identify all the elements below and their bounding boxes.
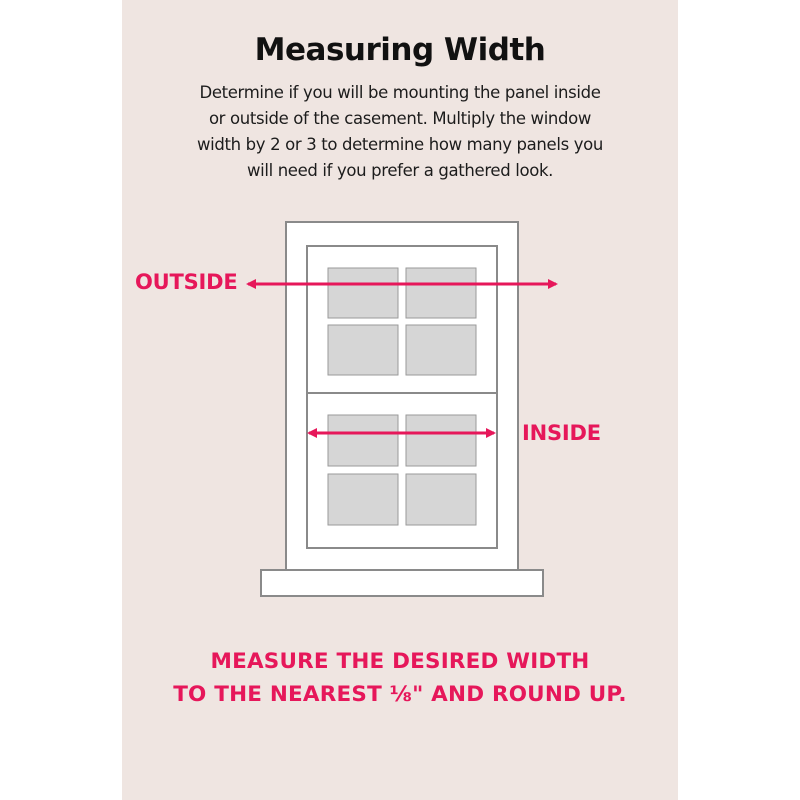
window-pane — [406, 325, 476, 375]
description-line: will need if you prefer a gathered look. — [246, 161, 554, 180]
instruction-line-1: MEASURE THE DESIRED WIDTH — [210, 649, 590, 674]
description-line: or outside of the casement. Multiply the window — [208, 109, 592, 128]
window-pane — [328, 325, 398, 375]
description-line: width by 2 or 3 to determine how many panels you — [197, 135, 603, 154]
window-pane — [406, 415, 476, 466]
outside-label: OUTSIDE — [135, 270, 238, 294]
instruction-line-2: TO THE NEAREST ⅛" AND ROUND UP. — [173, 682, 627, 707]
window-pane — [406, 474, 476, 525]
description-line: Determine if you will be mounting the panel inside — [199, 83, 601, 102]
window-pane — [328, 415, 398, 466]
page-title: Measuring Width — [254, 32, 546, 68]
inside-label: INSIDE — [522, 421, 601, 445]
window-pane — [406, 268, 476, 318]
window-pane — [328, 474, 398, 525]
window-sill — [261, 570, 543, 596]
window-pane — [328, 268, 398, 318]
